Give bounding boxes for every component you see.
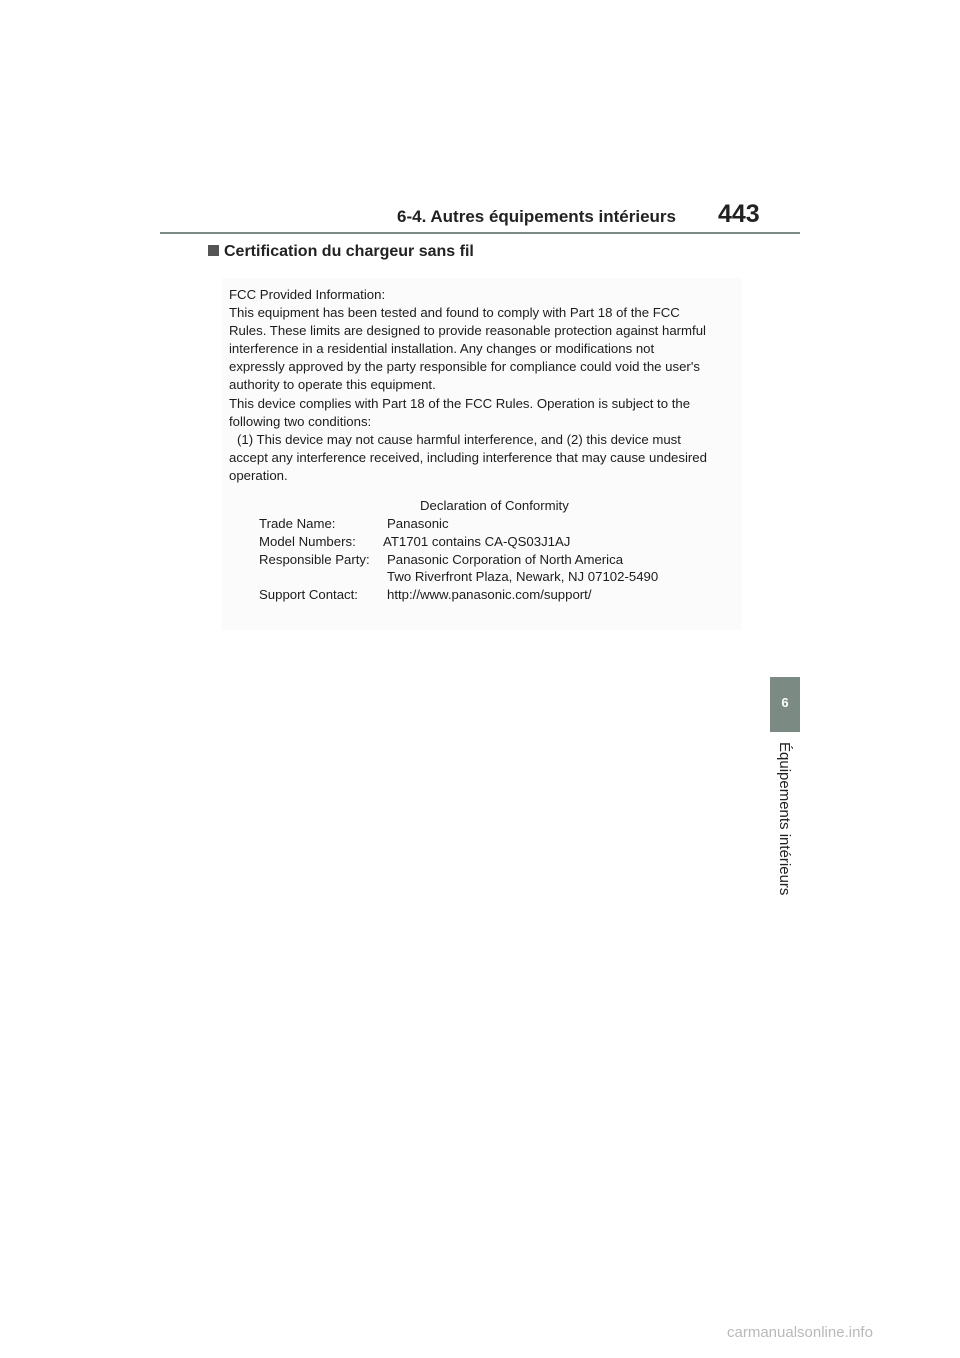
declaration-value: Panasonic — [387, 516, 449, 531]
page-number: 443 — [718, 200, 760, 228]
fcc-line: accept any interference received, including interference that may cause undesired — [229, 449, 707, 465]
declaration-value: Two Riverfront Plaza, Newark, NJ 07102-5490 — [387, 569, 659, 584]
declaration-value: AT1701 contains CA-QS03J1AJ — [383, 534, 571, 549]
chapter-title: 6-4. Autres équipements intérieurs — [397, 207, 677, 226]
fcc-line: operation. — [229, 467, 288, 483]
declaration-label: Support Contact: — [259, 587, 358, 602]
fcc-information — [229, 286, 749, 485]
declaration-label: Model Numbers: — [259, 534, 356, 549]
chapter-tab-number: 6 — [781, 695, 789, 710]
declaration-label: Trade Name: — [259, 516, 336, 531]
section-heading — [208, 243, 474, 261]
chapter-tab — [770, 677, 800, 732]
section-heading-text: Certification du chargeur sans fil — [224, 243, 474, 260]
fcc-line: expressly approved by the party responsible for compliance could void the user's — [229, 359, 700, 375]
declaration-value: Panasonic Corporation of North America — [387, 552, 624, 567]
fcc-line: authority to operate this equipment. — [229, 377, 436, 393]
declaration-value: http://www.panasonic.com/support/ — [387, 587, 592, 602]
fcc-line: This device complies with Part 18 of the FCC Rules. Operation is subject to the — [229, 395, 691, 411]
square-bullet-icon — [208, 245, 219, 256]
fcc-line: This equipment has been tested and found to comply with Part 18 of the FCC — [229, 305, 680, 321]
fcc-line: Rules. These limits are designed to provide reasonable protection against harmful — [229, 323, 706, 339]
header-divider — [160, 232, 800, 234]
chapter-side-label-text: Équipements intérieurs — [776, 742, 793, 896]
declaration-label: Responsible Party: — [259, 552, 370, 567]
fcc-line: following two conditions: — [229, 413, 372, 429]
watermark: carmanualsonline.info — [727, 1324, 873, 1341]
fcc-line: interference in a residential installation. Any changes or modifications not — [229, 341, 655, 357]
declaration-title: Declaration of Conformity — [420, 498, 569, 513]
fcc-line: (1) This device may not cause harmful interference, and (2) this device must — [237, 431, 681, 447]
fcc-line: FCC Provided Information: — [229, 287, 386, 302]
